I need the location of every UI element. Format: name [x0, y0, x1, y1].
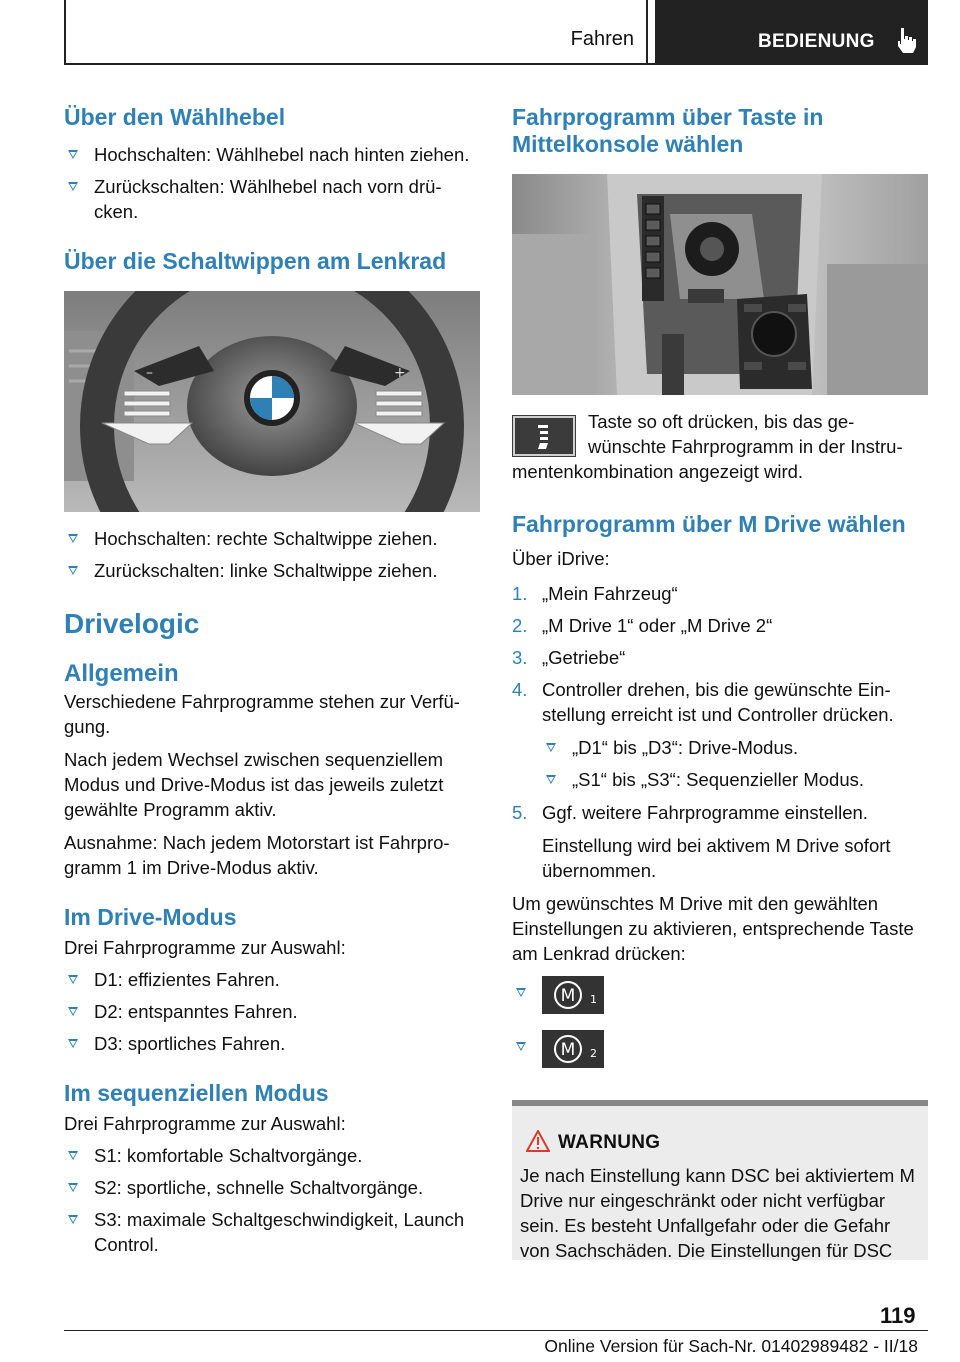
list-item — [512, 1034, 928, 1076]
bullet-triangle-icon — [546, 775, 556, 784]
paragraph: Drei Fahrprogramme zur Auswahl: — [64, 1113, 346, 1134]
bullet-triangle-icon — [68, 1039, 78, 1048]
chapter-title: Fahren — [570, 28, 634, 50]
paragraph: Ausnahme: Nach jedem Motorstart ist Fahrpro-gramm 1 im Drive-Modus aktiv. — [64, 832, 450, 878]
header-chapter-box — [64, 0, 648, 64]
heading-drivelogic: Drivelogic — [64, 608, 200, 639]
steering-wheel-image — [64, 291, 480, 512]
list-item: S2: sportliche, schnelle Schaltvorgänge. — [64, 1175, 480, 1200]
list-item: 4. Controller drehen, bis die gewünschte Ein-stellung erreicht ist und Controller drücken. — [512, 679, 894, 725]
footer-rule — [64, 1330, 928, 1331]
list-item: 2. „M Drive 1“ oder „M Drive 2“ — [512, 615, 773, 636]
paragraph: Drei Fahrprogramme zur Auswahl: — [64, 937, 346, 958]
paragraph: Verschiedene Fahrprogramme stehen zur Verfü-gung. — [64, 691, 460, 737]
heading-taste-mittelkonsole: Fahrprogramm über Taste in Mittelkonsole wählen — [512, 104, 824, 157]
bullet-triangle-icon — [68, 1215, 78, 1224]
center-console-image — [512, 174, 928, 395]
warning-icon — [526, 1130, 550, 1152]
list-item: S3: maximale Schaltgeschwindigkeit, Launch Control. — [64, 1207, 480, 1257]
list-item: 1. „Mein Fahrzeug“ — [512, 583, 678, 604]
taste-text-line: mentenkombination angezeigt wird. — [512, 461, 804, 482]
warning-title: WARNUNG — [558, 1132, 661, 1153]
bullet-triangle-icon — [68, 1007, 78, 1016]
paragraph: Über iDrive: — [512, 548, 610, 569]
list-item — [512, 980, 928, 1022]
warning-box — [512, 1100, 928, 1260]
hand-pointer-icon — [893, 26, 919, 54]
list-item: „S1“ bis „S3“: Sequenzieller Modus. — [542, 767, 928, 792]
page-number: 119 — [880, 1303, 916, 1328]
footer-online-version: Online Version für Sach-Nr. 01402989482 - II/18 — [544, 1336, 918, 1356]
m1-button-number: 1 — [590, 993, 597, 1006]
heading-m-drive: Fahrprogramm über M Drive wählen — [512, 511, 906, 537]
heading-waehlhebel: Über den Wählhebel — [64, 104, 286, 130]
warning-text: Je nach Einstellung kann DSC bei aktiviertem M Drive nur eingeschränkt oder nicht verfügbar sein. Es besteht Unfallgefahr oder die Gefahr von Sachschäden. Die Einstellungen für DSC — [520, 1165, 915, 1261]
bullet-triangle-icon — [68, 975, 78, 984]
list-item: 3. „Getriebe“ — [512, 647, 626, 668]
heading-drive-modus: Im Drive-Modus — [64, 904, 237, 930]
taste-block — [512, 411, 928, 487]
list-item: „D1“ bis „D3“: Drive-Modus. — [542, 735, 928, 760]
bullet-triangle-icon — [516, 988, 526, 997]
list-item: Zurückschalten: linke Schaltwippe ziehen. — [64, 558, 480, 583]
m1-button-icon — [542, 976, 604, 1014]
header-rule — [64, 63, 928, 65]
bullet-triangle-icon — [68, 182, 78, 191]
heading-allgemein: Allgemein — [64, 660, 179, 687]
list-item: S1: komfortable Schaltvorgänge. — [64, 1143, 480, 1168]
list-item: Zurückschalten: Wählhebel nach vorn drü-cken. — [64, 174, 480, 224]
bullet-triangle-icon — [546, 743, 556, 752]
m2-button-letter: M — [560, 1040, 576, 1060]
taste-text-line: Taste so oft drücken, bis das ge- — [588, 411, 855, 432]
bullet-triangle-icon — [68, 534, 78, 543]
heading-sequenziell: Im sequenziellen Modus — [64, 1080, 329, 1106]
list-item: D1: effizientes Fahren. — [64, 967, 480, 992]
section-title: BEDIENUNG — [758, 31, 875, 52]
list-item: Hochschalten: Wählhebel nach hinten ziehen. — [64, 142, 480, 167]
paragraph: Nach jedem Wechsel zwischen sequenziellem Modus und Drive-Modus ist das jeweils zuletzt gewählte Programm aktiv. — [64, 749, 444, 820]
header-section-box — [655, 0, 928, 64]
taste-text-line: wünschte Fahrprogramm in der Instru- — [588, 436, 903, 457]
svg-text:+: + — [394, 365, 406, 381]
bullet-triangle-icon — [68, 150, 78, 159]
heading-schaltwippen: Über die Schaltwippen am Lenkrad — [64, 248, 447, 274]
m2-button-icon — [542, 1030, 604, 1068]
bullet-triangle-icon — [68, 1151, 78, 1160]
svg-text:–: – — [146, 365, 153, 381]
list-item: D3: sportliches Fahren. — [64, 1031, 480, 1056]
list-item: D2: entspanntes Fahren. — [64, 999, 480, 1024]
left-column — [64, 100, 480, 1257]
drive-mode-button-icon — [512, 415, 576, 457]
m2-button-number: 2 — [590, 1047, 597, 1060]
bullet-triangle-icon — [68, 1183, 78, 1192]
right-column — [512, 100, 928, 1076]
paragraph: Einstellung wird bei aktivem M Drive sofort übernommen. — [542, 835, 891, 881]
bullet-triangle-icon — [516, 1042, 526, 1051]
bullet-triangle-icon — [68, 566, 78, 575]
list-item: Hochschalten: rechte Schaltwippe ziehen. — [64, 526, 480, 551]
m1-button-letter: M — [560, 986, 576, 1006]
paragraph: Um gewünschtes M Drive mit den gewählten Einstellungen zu aktivieren, entsprechende Taste am Lenkrad drücken: — [512, 893, 914, 964]
list-item: 5. Ggf. weitere Fahrprogramme einstellen. — [512, 802, 868, 823]
